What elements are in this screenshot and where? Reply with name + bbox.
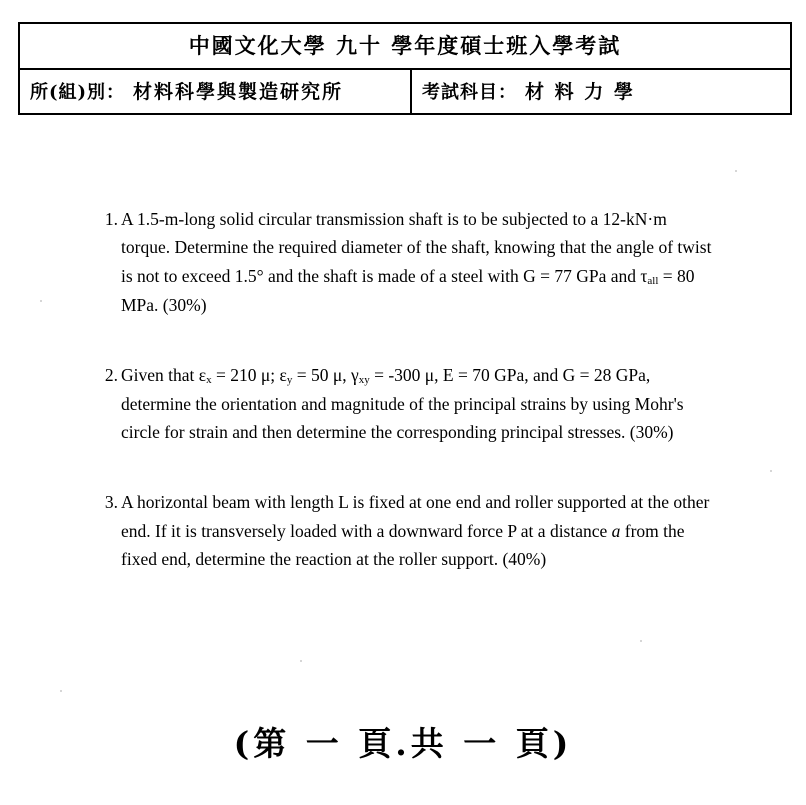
department-cell [20, 70, 412, 113]
question-list [96, 205, 716, 615]
scan-speck [640, 640, 642, 642]
question-item [96, 488, 716, 573]
question-text: A horizontal beam with length L is fixed at one end and roller supported at the other end. If it is transversely loaded with a downward force P at a distance a from the fixed end, determine the reaction at the roller support. (40%) [121, 492, 710, 570]
subject-value: 材 料 力 學 [525, 81, 635, 103]
page-footer [0, 718, 806, 765]
question-number: 1. [104, 209, 118, 229]
exam-header-table [18, 22, 792, 115]
scan-speck [735, 170, 737, 172]
department-value: 材料科學與製造研究所 [133, 81, 344, 103]
scan-speck [60, 690, 62, 692]
question-text: Given that $\varepsilon_x = 210$ μ; $\varepsilon_y = 50$ μ, $\gamma_{xy} = -300$ μ, E = 70 GPa, and G = 28 GPa, determine the orientation and magnitude of the principal strains by using Mohr's circle for strain and then determine the corresponding principal stresses. (30%) [121, 364, 684, 442]
subject-label: 考試科目： [422, 81, 517, 103]
question-number: 2. [104, 364, 118, 385]
exam-title: 中國文化大學 九十 學年度碩士班入學考試 [188, 33, 622, 58]
exam-header-title-row [20, 24, 790, 70]
question-item [96, 205, 716, 319]
question-item [96, 361, 716, 447]
question-text: A 1.5-m-long solid circular transmission shaft is to be subjected to a 12-kN·m torque. Determine the required diameter of the shaft, knowing that the angle of twist is not to exceed 1.5° and the shaft is made of a steel with G = 77 GPa and $\tau_{all} = 80$ MPa. (30%) [121, 209, 712, 315]
question-number: 3. [104, 492, 118, 513]
page-count-note: (第 一 頁.共 一 頁) [233, 724, 573, 763]
scan-speck [40, 300, 42, 302]
department-label: 所(組)別： [30, 81, 126, 103]
scan-speck [300, 660, 302, 662]
scan-speck [770, 470, 772, 472]
exam-header-info-row [20, 70, 790, 113]
subject-cell [412, 70, 790, 113]
